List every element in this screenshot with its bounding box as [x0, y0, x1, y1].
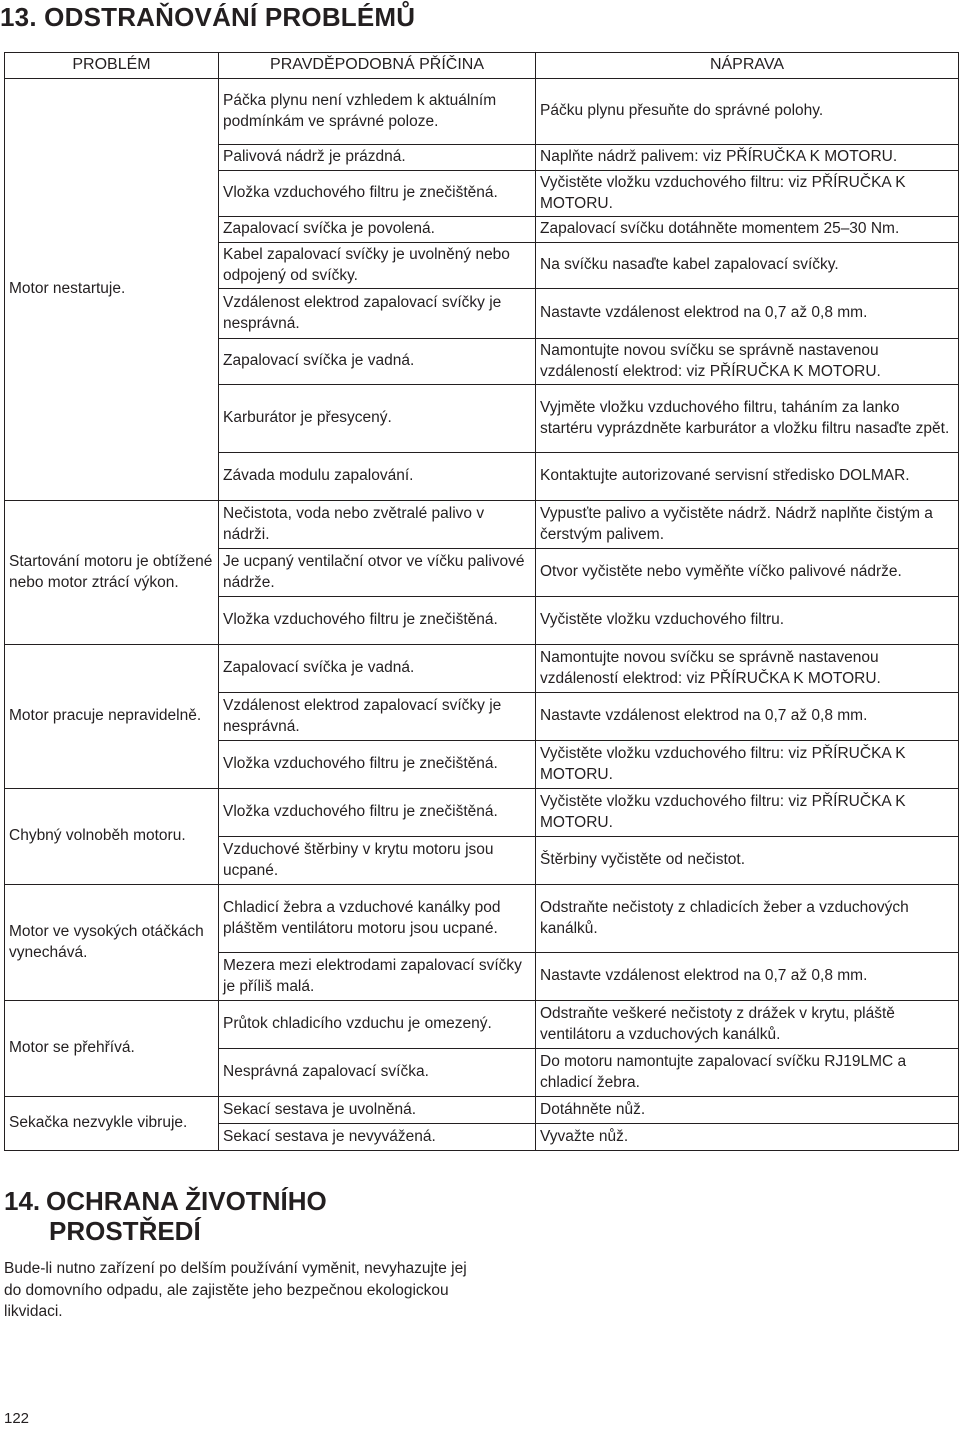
remedy-cell: Vyčistěte vložku vzduchového filtru: viz PŘÍRUČKA K MOTORU.: [536, 171, 959, 217]
table-body: [5, 79, 959, 1151]
cause-cell: Sekací sestava je nevyvážená.: [219, 1124, 536, 1151]
cause-cell: Je ucpaný ventilační otvor ve víčku palivové nádrže.: [219, 549, 536, 597]
remedy-cell: Namontujte novou svíčku se správně nastavenou vzdáleností elektrod: viz PŘÍRUČKA K MOTORU.: [536, 645, 959, 693]
problem-cell: Motor ve vysokých otáčkách vynechává.: [5, 885, 219, 1001]
problem-cell: Startování motoru je obtížené nebo motor ztrácí výkon.: [5, 501, 219, 645]
cause-cell: Palivová nádrž je prázdná.: [219, 145, 536, 171]
remedy-cell: Dotáhněte nůž.: [536, 1097, 959, 1124]
page-number: 122: [4, 1410, 30, 1427]
cause-cell: Nesprávná zapalovací svíčka.: [219, 1049, 536, 1097]
table-row: [5, 501, 959, 549]
cause-cell: Vzduchové štěrbiny v krytu motoru jsou ucpané.: [219, 837, 536, 885]
remedy-cell: Vyjměte vložku vzduchového filtru, taháním za lanko startéru vyprázdněte karburátor a vložku filtru nasaďte zpět.: [536, 385, 959, 453]
header-remedy: NÁPRAVA: [536, 53, 959, 79]
cause-cell: Průtok chladicího vzduchu je omezený.: [219, 1001, 536, 1049]
remedy-cell: Kontaktujte autorizované servisní středisko DOLMAR.: [536, 453, 959, 501]
header-problem: PROBLÉM: [5, 53, 219, 79]
remedy-cell: Do motoru namontujte zapalovací svíčku RJ19LMC a chladicí žebra.: [536, 1049, 959, 1097]
remedy-cell: Naplňte nádrž palivem: viz PŘÍRUČKA K MOTORU.: [536, 145, 959, 171]
table-row: [5, 1001, 959, 1049]
cause-cell: Mezera mezi elektrodami zapalovací svíčky je příliš malá.: [219, 953, 536, 1001]
table-row: [5, 645, 959, 693]
remedy-cell: Vyčistěte vložku vzduchového filtru: viz PŘÍRUČKA K MOTORU.: [536, 789, 959, 837]
cause-cell: Páčka plynu není vzhledem k aktuálním podmínkám ve správné poloze.: [219, 79, 536, 145]
cause-cell: Chladicí žebra a vzduchové kanálky pod pláštěm ventilátoru motoru jsou ucpané.: [219, 885, 536, 953]
remedy-cell: Nastavte vzdálenost elektrod na 0,7 až 0,8 mm.: [536, 693, 959, 741]
table-row: [5, 789, 959, 837]
remedy-cell: Vyvažte nůž.: [536, 1124, 959, 1151]
problem-cell: Motor se přehřívá.: [5, 1001, 219, 1097]
remedy-cell: Páčku plynu přesuňte do správné polohy.: [536, 79, 959, 145]
table-header-row: [5, 53, 959, 79]
header-cause: PRAVDĚPODOBNÁ PŘÍČINA: [219, 53, 536, 79]
cause-cell: Karburátor je přesycený.: [219, 385, 536, 453]
remedy-cell: Nastavte vzdálenost elektrod na 0,7 až 0,8 mm.: [536, 289, 959, 339]
section-13-title: 13. ODSTRAŇOVÁNÍ PROBLÉMŮ: [0, 2, 416, 32]
section-14-title-line1: OCHRANA ŽIVOTNÍHO: [46, 1186, 327, 1216]
cause-cell: Vložka vzduchového filtru je znečištěná.: [219, 171, 536, 217]
problem-cell: Sekačka nezvykle vibruje.: [5, 1097, 219, 1151]
section-14-number: 14.: [4, 1186, 41, 1216]
section-14-body: Bude-li nutno zařízení po delším používání vyměnit, nevyhazujte jej do domovního odpadu, ale zajistěte jeho bezpečnou ekologickou likvidaci.: [4, 1260, 467, 1320]
table-row: [5, 885, 959, 953]
cause-cell: Vzdálenost elektrod zapalovací svíčky je nesprávná.: [219, 289, 536, 339]
cause-cell: Vložka vzduchového filtru je znečištěná.: [219, 741, 536, 789]
cause-cell: Vložka vzduchového filtru je znečištěná.: [219, 789, 536, 837]
remedy-cell: Otvor vyčistěte nebo vyměňte víčko palivové nádrže.: [536, 549, 959, 597]
problem-cell: Motor pracuje nepravidelně.: [5, 645, 219, 789]
section-14-title-line2: PROSTŘEDÍ: [49, 1216, 201, 1246]
remedy-cell: Odstraňte nečistoty z chladicích žeber a vzduchových kanálků.: [536, 885, 959, 953]
remedy-cell: Namontujte novou svíčku se správně nastavenou vzdáleností elektrod: viz PŘÍRUČKA K MOTORU.: [536, 339, 959, 385]
table-row: [5, 1097, 959, 1124]
remedy-cell: Na svíčku nasaďte kabel zapalovací svíčky.: [536, 243, 959, 289]
remedy-cell: Vypusťte palivo a vyčistěte nádrž. Nádrž naplňte čistým a čerstvým palivem.: [536, 501, 959, 549]
table-row: [5, 79, 959, 145]
remedy-cell: Vyčistěte vložku vzduchového filtru: viz PŘÍRUČKA K MOTORU.: [536, 741, 959, 789]
remedy-cell: Zapalovací svíčku dotáhněte momentem 25–30 Nm.: [536, 217, 959, 243]
remedy-cell: Štěrbiny vyčistěte od nečistot.: [536, 837, 959, 885]
cause-cell: Vložka vzduchového filtru je znečištěná.: [219, 597, 536, 645]
section-14-title: [4, 1186, 484, 1246]
remedy-cell: Odstraňte veškeré nečistoty z drážek v krytu, pláště ventilátoru a vzduchových kanálků.: [536, 1001, 959, 1049]
cause-cell: Zapalovací svíčka je vadná.: [219, 645, 536, 693]
cause-cell: Sekací sestava je uvolněná.: [219, 1097, 536, 1124]
cause-cell: Zapalovací svíčka je vadná.: [219, 339, 536, 385]
cause-cell: Závada modulu zapalování.: [219, 453, 536, 501]
cause-cell: Kabel zapalovací svíčky je uvolněný nebo odpojený od svíčky.: [219, 243, 536, 289]
remedy-cell: Nastavte vzdálenost elektrod na 0,7 až 0,8 mm.: [536, 953, 959, 1001]
remedy-cell: Vyčistěte vložku vzduchového filtru.: [536, 597, 959, 645]
problem-cell: Motor nestartuje.: [5, 79, 219, 501]
problem-cell: Chybný volnoběh motoru.: [5, 789, 219, 885]
cause-cell: Nečistota, voda nebo zvětralé palivo v nádrži.: [219, 501, 536, 549]
cause-cell: Zapalovací svíčka je povolená.: [219, 217, 536, 243]
troubleshooting-table: [4, 52, 959, 1151]
cause-cell: Vzdálenost elektrod zapalovací svíčky je nesprávná.: [219, 693, 536, 741]
